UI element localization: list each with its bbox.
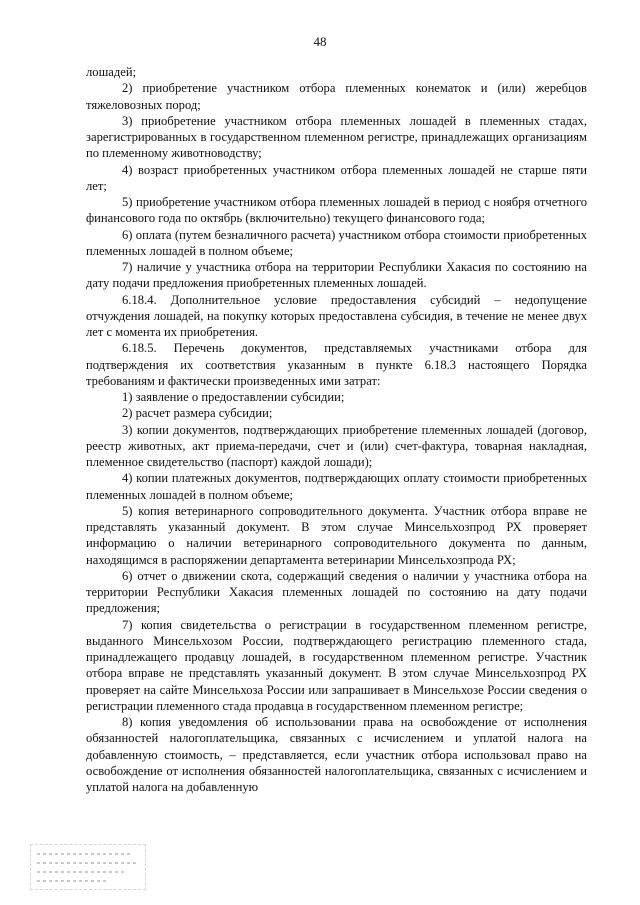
stamp-line [37,853,133,855]
paragraph-item-6: 6) оплата (путем безналичного расчета) участником отбора стоимости приобретенных племенных лошадей в полном объеме; [86,227,587,258]
document-body [86,64,587,795]
document-list-item-1: 1) заявление о предоставлении субсидии; [122,390,345,404]
paragraph-item-5: 5) приобретение участником отбора племенных лошадей в период с ноября отчетного финансового года по октябрь (включительно) текущего финансового года; [86,195,587,226]
paragraph-continuation: лошадей; [86,65,137,79]
paragraph-6-18-5: 6.18.5. Перечень документов, представляемых участниками отбора для подтверждения их соответствия указанным в пункте 6.18.3 настоящего Порядка требованиям и фактически произведенных ими затрат: [86,341,587,388]
document-list-item-7: 7) копия свидетельства о регистрации в государственном племенном регистре, выданного Минсельхозом России, подтверждающего регистрацию племенного стада, принадлежащего продавцу лошадей, в государственном племенном регистре. Участник отбора вправе не представлять указанный документ. В этом случае Минсельхозпрод РХ проверяет на сайте Минсельхоза России или запрашивает в Минсельхозе России сведения о регистрации племенного стада продавца в государственном племенном регистре; [86,617,587,713]
page-number: 48 [313,34,327,49]
document-list-item-2: 2) расчет размера субсидии; [122,406,273,421]
document-list-item-8: 8) копия уведомления об использовании права на освобождение от исполнения обязанностей налогоплательщика, связанных с исчислением и уплатой налога на добавленную стоимость, – представляется, если участник отбора использовал право на освобождение от исполнения обязанностей налогоплательщика, связанных с исчислением и уплатой налога на добавленную [86,715,587,794]
paragraph-item-2: 2) приобретение участником отбора племенных конематок и (или) жеребцов тяжеловозных пород; [86,81,587,112]
document-list-item-5: 5) копия ветеринарного сопроводительного документа. Участник отбора вправе не представлять указанный документ. В этом случае Минсельхозпрод РХ проверяет информацию о наличии ветеринарного сопроводительного документа по данным, находящимся в распоряжении департамента ветеринарии Минсельхозпрода РХ; [86,503,587,567]
paragraph-6-18-4: 6.18.4. Дополнительное условие предоставления субсидий – недопущение отчуждения лошадей, на покупку которых предоставлена субсидия, в течение не менее двух лет с момента их приобретения. [86,292,587,339]
paragraph-item-3: 3) приобретение участником отбора племенных лошадей в племенных стадах, зарегистрированных в государственном племенном регистре, принадлежащих организациям по племенному животноводству; [86,113,587,161]
document-list-item-3: 3) копии документов, подтверждающих приобретение племенных лошадей (договор, реестр животных, акт приема-передачи, счет и (или) счет-фактура, товарная накладная, племенное свидетельство (паспорт) каждой лошади); [86,422,587,469]
faded-stamp [30,844,146,890]
stamp-line [37,871,127,873]
document-list-item-4: 4) копии платежных документов, подтверждающих оплату стоимости приобретенных племенных лошадей в полном объеме; [86,471,587,502]
paragraph-item-7: 7) наличие у участника отбора на территории Республики Хакасия по состоянию на дату подачи предложения приобретенных племенных лошадей. [86,260,587,291]
paragraph-item-4: 4) возраст приобретенных участником отбора племенных лошадей не старше пяти лет; [86,162,587,193]
stamp-line [37,862,137,864]
document-list-item-6: 6) отчет о движении скота, содержащий сведения о наличии у участника отбора на территории Республики Хакасия племенных лошадей по состоянию на дату подачи предложения; [86,568,587,616]
stamp-line [37,880,107,882]
